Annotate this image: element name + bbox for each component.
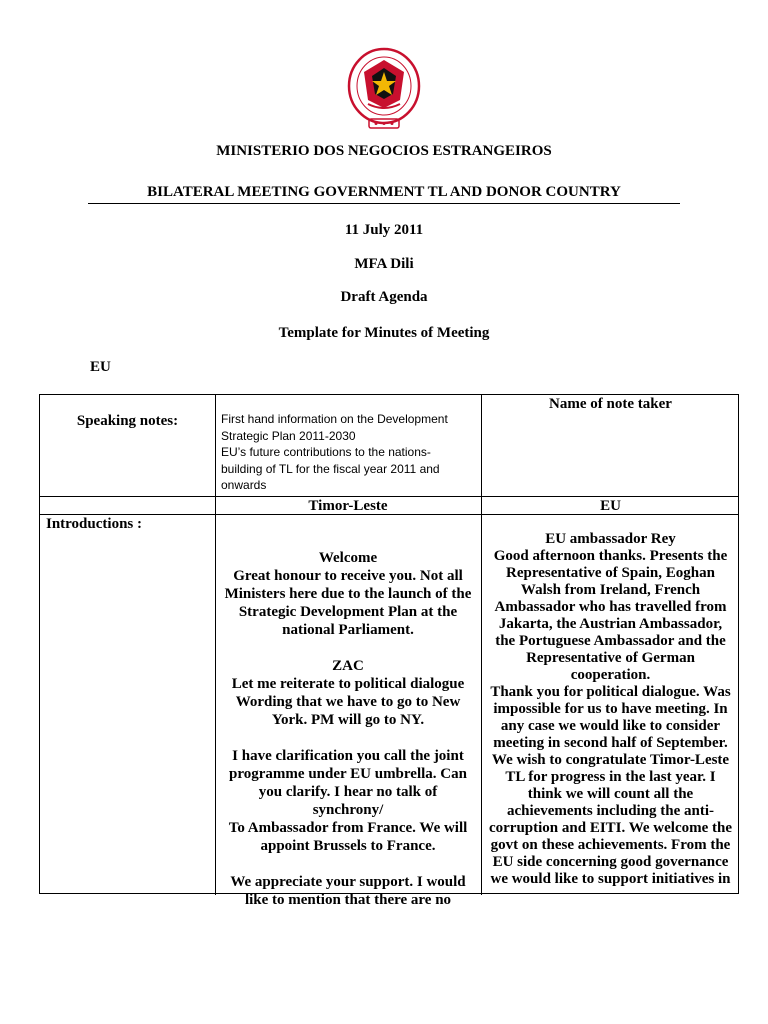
template-label: Template for Minutes of Meeting — [278, 325, 490, 341]
speaking-notes-label: Speaking notes: — [76, 413, 179, 429]
ministry-heading: MINISTERIO DOS NEGOCIOS ESTRANGEIROS — [216, 143, 552, 159]
title-divider — [88, 203, 680, 204]
meeting-title: BILATERAL MEETING GOVERNMENT TL AND DONOR COUNTRY — [147, 184, 621, 200]
state-seal — [346, 46, 422, 132]
introductions-label: Introductions : — [46, 516, 142, 532]
eu-remarks: EU ambassador Rey Good afternoon thanks. Presents the Representative of Spain, Eoghan Walsh from Ireland, French Ambassador who has travelled from Jakarta, the Austrian Ambassador, the Portuguese Ambassador and the Representative of German cooperation. Thank you for political dialogue. Was impossible for us to have meeting. In any case we would like to consider meeting in second half of September. We wish to congratulate Timor-Leste TL for progress in the last year. I think we will count all the achievements including the anti- corruption and EITI. We welcome the govt on these achievements. From the EU side concerning good governance we would like to support initiatives in — [488, 531, 733, 887]
tl-paragraph: We appreciate your support. I would like to mention that there are no — [230, 874, 466, 908]
timor-leste-remarks — [220, 549, 476, 909]
speaking-notes-text: First hand information on the Development Strategic Plan 2011-2030 EU’s future contributions to the nations- building of TL for the fiscal year 2011 and onwards — [221, 412, 448, 492]
row-divider-header — [40, 496, 738, 497]
tl-paragraph: I have clarification you call the joint programme under EU umbrella. Can you clarify. I hear no talk of synchrony/ To Ambassador from France. We will appoint Brussels to France. — [228, 748, 468, 854]
tl-paragraph: Welcome Great honour to receive you. Not all Ministers here due to the launch of the Strategic Development Plan at the national Parliament. — [224, 550, 472, 638]
agenda-label: Draft Agenda — [340, 289, 428, 305]
partner-label: EU — [90, 359, 111, 375]
minutes-table — [39, 394, 739, 908]
coat-of-arms-icon — [346, 46, 422, 132]
column-header-eu: EU — [600, 498, 621, 514]
meeting-date: 11 July 2011 — [344, 222, 424, 238]
tl-paragraph: ZAC Let me reiterate to political dialogue Wording that we have to go to New York. PM will go to NY. — [231, 658, 465, 728]
meeting-place: MFA Dili — [354, 256, 414, 272]
col-divider-right — [481, 395, 482, 895]
column-header-timor-leste: Timor-Leste — [308, 498, 388, 514]
note-taker-label: Name of note taker — [549, 396, 672, 412]
col-divider-left — [215, 395, 216, 895]
